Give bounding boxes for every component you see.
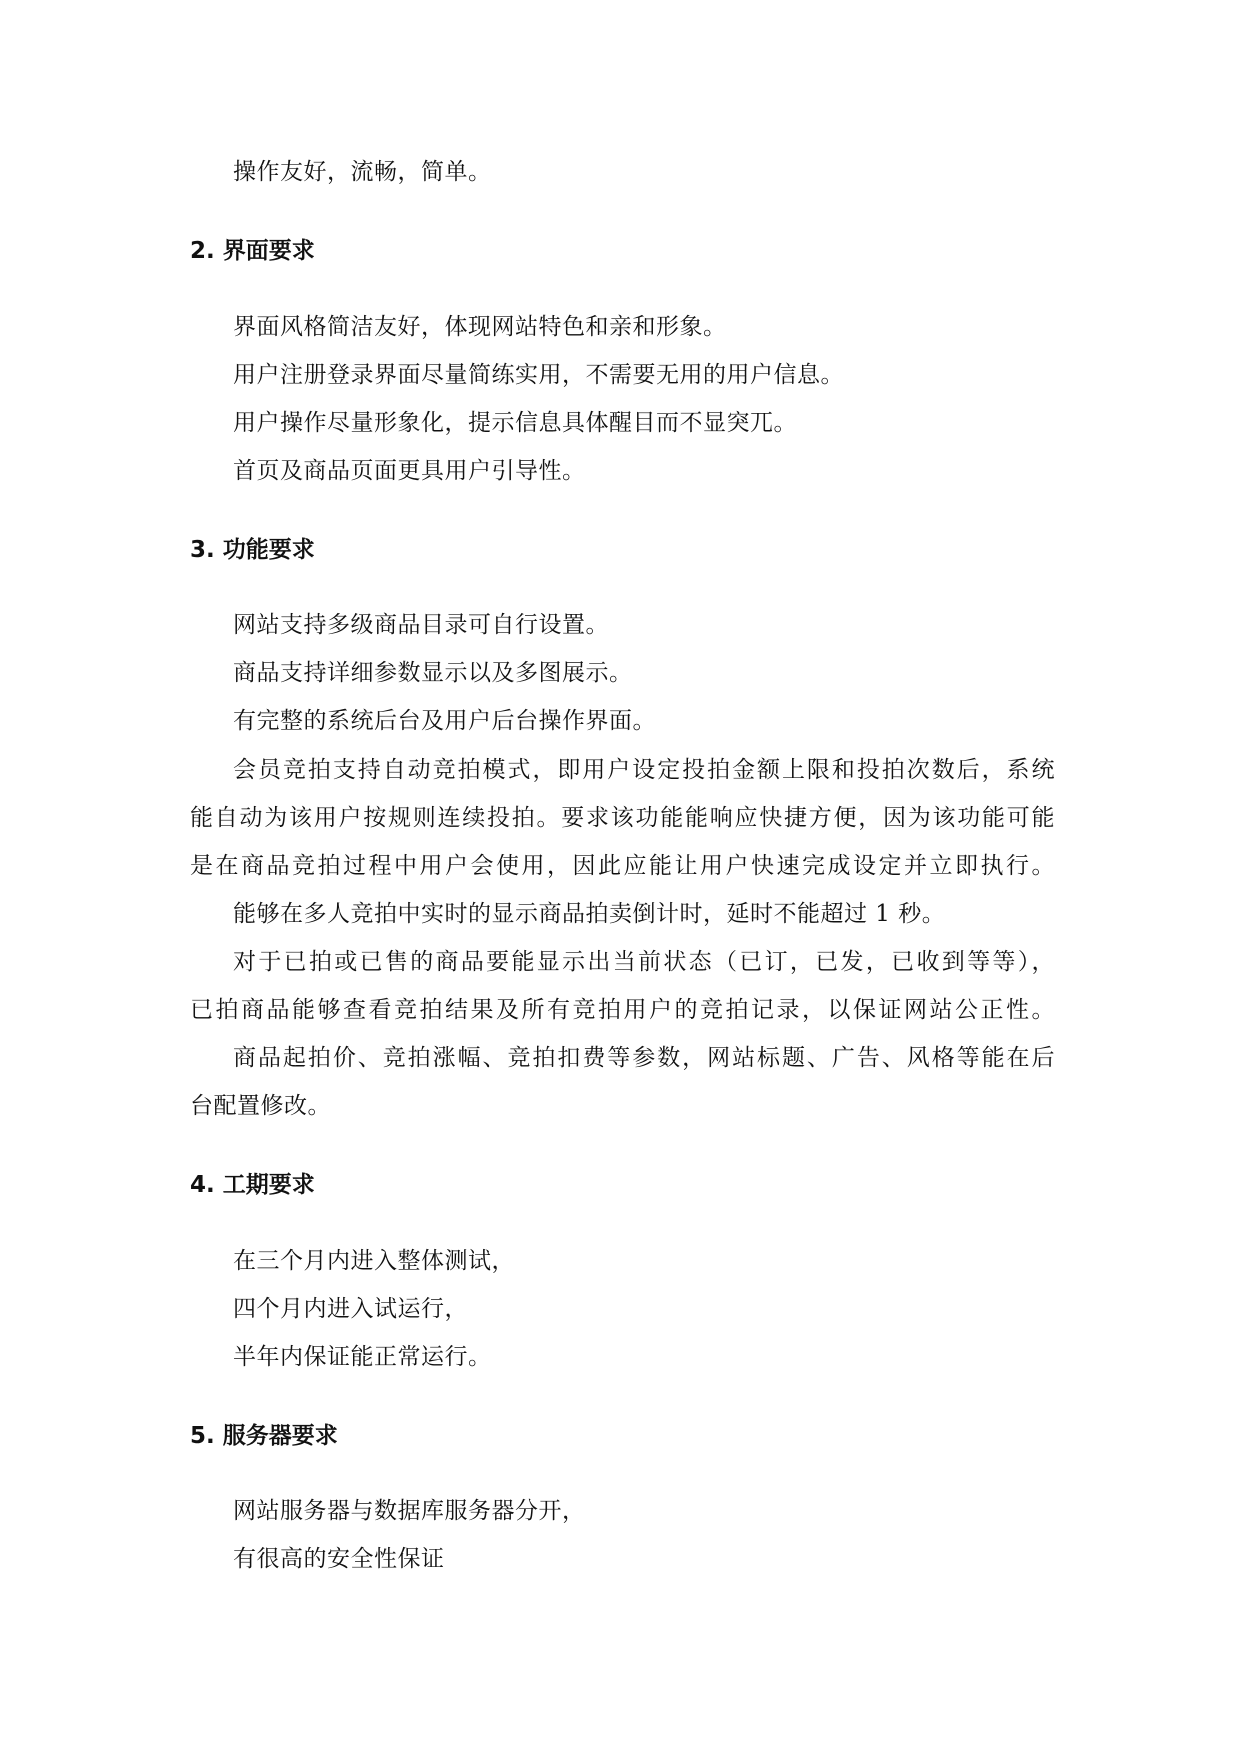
section-heading-schedule: 4. 工期要求 bbox=[190, 1172, 315, 1198]
paragraph: 商品支持详细参数显示以及多图展示。 bbox=[233, 660, 633, 686]
paragraph-line: 对于已拍或已售的商品要能显示出当前状态（已订，已发，已收到等等）， bbox=[233, 949, 1055, 975]
intro-paragraph: 操作友好，流畅，简单。 bbox=[233, 159, 492, 185]
section-heading-server: 5. 服务器要求 bbox=[190, 1423, 338, 1449]
paragraph-line: 会员竞拍支持自动竞拍模式，即用户设定投拍金额上限和投拍次数后，系统 bbox=[233, 757, 1055, 783]
paragraph: 能够在多人竞拍中实时的显示商品拍卖倒计时，延时不能超过 1 秒。 bbox=[233, 901, 946, 927]
paragraph: 网站支持多级商品目录可自行设置。 bbox=[233, 612, 609, 638]
section-heading-features: 3. 功能要求 bbox=[190, 537, 315, 563]
paragraph-line: 是在商品竞拍过程中用户会使用，因此应能让用户快速完成设定并立即执行。 bbox=[190, 853, 1055, 879]
paragraph: 半年内保证能正常运行。 bbox=[233, 1344, 492, 1370]
paragraph: 界面风格简洁友好，体现网站特色和亲和形象。 bbox=[233, 314, 727, 340]
paragraph: 网站服务器与数据库服务器分开， bbox=[233, 1498, 586, 1524]
paragraph: 有很高的安全性保证 bbox=[233, 1546, 445, 1572]
section-heading-ui: 2. 界面要求 bbox=[190, 238, 315, 264]
paragraph: 首页及商品页面更具用户引导性。 bbox=[233, 458, 586, 484]
paragraph-line: 商品起拍价、竞拍涨幅、竞拍扣费等参数，网站标题、广告、风格等能在后 bbox=[233, 1045, 1055, 1071]
paragraph: 在三个月内进入整体测试， bbox=[233, 1248, 515, 1274]
paragraph-line: 能自动为该用户按规则连续投拍。要求该功能能响应快捷方便，因为该功能可能 bbox=[190, 805, 1055, 831]
paragraph-line: 台配置修改。 bbox=[190, 1093, 331, 1119]
paragraph: 有完整的系统后台及用户后台操作界面。 bbox=[233, 708, 656, 734]
paragraph-line: 已拍商品能够查看竞拍结果及所有竞拍用户的竞拍记录，以保证网站公正性。 bbox=[190, 997, 1055, 1023]
paragraph: 四个月内进入试运行， bbox=[233, 1296, 468, 1322]
paragraph: 用户注册登录界面尽量简练实用，不需要无用的用户信息。 bbox=[233, 362, 844, 388]
paragraph: 用户操作尽量形象化，提示信息具体醒目而不显突兀。 bbox=[233, 410, 797, 436]
